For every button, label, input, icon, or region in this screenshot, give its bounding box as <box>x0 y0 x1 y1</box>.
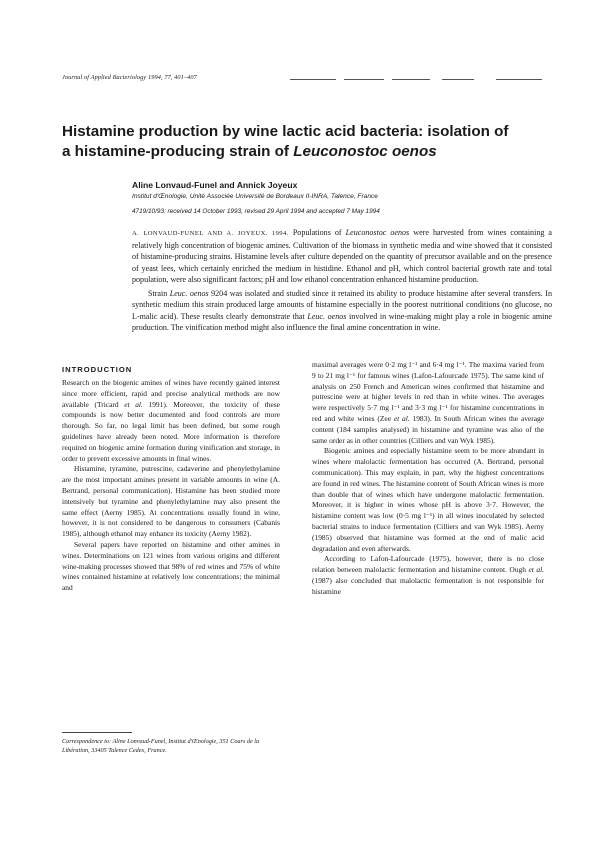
header-rules <box>290 79 542 81</box>
abstract-italic: Leuconostoc oenos <box>345 228 410 237</box>
right-column <box>312 360 544 598</box>
abstract-paragraph-2 <box>132 288 552 334</box>
intro-paragraph <box>62 464 280 540</box>
abstract-paragraph-1 <box>132 227 552 286</box>
title-organism: Leuconostoc oenos <box>293 143 437 160</box>
abstract-text: Populations of <box>292 228 346 237</box>
body-text: Biogenic amines and especially histamine seem to be more abundant in wines where malolactic fermentation has occurred (A. Bertrand, personal communication). This may explain, in part, why the highest concentrations are found in red wines. The histamine content of South African wines is more than double that of wines which have undergone malolactic fermentation. Moreover, it is higher in wines whose pH is above 3·7. However, the histamine content was low (0·5 mg l⁻¹) in all wines inoculated by selected bacterial strains to induce fermentation (Cilliers and van Wyk 1985). Aerny (1985) observed that histamine was formed at the end of malic acid degradation and even afterwards. <box>312 446 544 553</box>
body-text: Several papers have reported on histamine and other amines in wines. Determinations on 121 wines from various origins and different wine-making processes showed that 98% of red wines and 75% of white wines contained histamine at relatively low concentrations; the minimal and <box>62 539 280 593</box>
abstract-text: 9204 was isolated and studied since it retained its ability to produce histamine after several transfers. In synthetic medium this strain produced large amounts of histamine especially in the poorest nutritional conditions (no glucose, no L-malic acid). These results clearly demonstrate that <box>132 288 552 321</box>
body-text: (1987) also concluded that malolactic fermentation is not responsible for histamine <box>312 575 544 596</box>
header-rule <box>496 79 542 80</box>
intro-paragraph <box>312 360 544 446</box>
abstract-italic: Leuc. oenos <box>169 288 209 298</box>
abstract-text: were harvested from wines containing a relatively high concentration of biogenic amines. Cultivation of the biomass in synthetic media and wine showed that it consisted of histamine-producing strains. Histamine levels after culture depended on the quantity of precursor available and on the presence of yeast lees, which certainly enriched the medium in histidine. Ethanol and pH, which control bacterial growth rate and total population, were also significant factors; pH and low ethanol concentration enhanced histamine production. <box>132 228 553 284</box>
header-rule <box>344 79 384 80</box>
abstract-text: Strain <box>148 288 170 298</box>
journal-citation: Journal of Applied Bacteriology 1994, 77, 401–407 <box>62 74 197 81</box>
intro-paragraph <box>62 540 280 594</box>
body-italic: et al. <box>393 413 410 423</box>
body-text: 1991). Moreover, the toxicity of these compounds is now better documented and food controls are more thorough. So far, no legal limit has been defined, but some rough guidelines have already been noted. More information is therefore required on biogenic amine formation during vinification and storage, in order to prevent excessive amounts in final wines. <box>62 399 280 463</box>
title-line-2: a histamine-producing strain of <box>62 143 294 160</box>
correspondence-footnote: Correspondence to: Aline Lonvaud-Funel, Institut d'Œnologie, 351 Cours de la Libération, 33405 Talence Cedex, France. <box>62 738 260 754</box>
abstract-cite-authors: A. LONVAUD-FUNEL AND A. JOYEUX. <box>132 230 268 237</box>
body-text: Histamine, tyramine, putrescine, cadaverine and phenylethylamine are the most important amines present in variable amounts in wine (A. Bertrand, personal communication). Histamine has been studied more intensively but tyramine and phenylethylamine may also present the same effect (Aerny 1985). At concentrations usually found in wine, however, it is not considered to be dangerous to consumers (Cabanis 1985), although ethanol may enhance its toxicity (Aerny 1982). <box>62 464 280 539</box>
paper-title <box>62 122 552 162</box>
intro-paragraph <box>312 554 544 597</box>
abstract-italic: Leuc. oenos <box>307 311 347 321</box>
footnote-rule <box>62 732 132 733</box>
authors: Aline Lonvaud-Funel and Annick Joyeux <box>132 180 298 190</box>
left-column <box>62 378 280 594</box>
introduction-heading: INTRODUCTION <box>62 365 133 374</box>
abstract-text: involved in wine-making might play a role in biogenic amine production. The vinification method might also influence the final amine concentration in wine. <box>132 311 552 332</box>
header-rule <box>290 79 336 80</box>
title-line-1: Histamine production by wine lactic acid bacteria: isolation of <box>62 123 509 140</box>
body-text: 1983). In South African wines the average content (184 samples analysed) in histamine and tyramine was also of the same order as in other countries (Cilliers and van Wyk 1985). <box>312 413 545 445</box>
intro-paragraph <box>62 378 280 464</box>
body-text: maximal averages were 0·2 mg l⁻¹ and 6·4 mg l⁻¹. The maxima varied from 9 to 21 mg l⁻¹ for famous wines (Lafon-Lafourcade 1975). The same kind of analysis on 250 French and American wines confirmed that histamine and putrescine were at higher levels in red than in white wines. The averages were respectively 5·7 mg l⁻¹ and 3·3 mg l⁻¹ for histamine concentrations in red and white wines (Zee <box>312 360 544 423</box>
header-rule <box>442 79 474 80</box>
affiliation: Institut d'Œnologie, Unité Associée Université de Bordeaux II-INRA, Talence, France <box>132 193 378 200</box>
body-italic: et al. <box>528 565 545 575</box>
received-dates: 4719/10/93: received 14 October 1993, revised 29 April 1994 and accepted 7 May 1994 <box>132 208 380 215</box>
body-text: Research on the biogenic amines of wines have recently gained interest since more efficient, rapid and precise analytical methods are now available (Tricard <box>62 378 280 409</box>
body-italic: et al. <box>124 399 143 409</box>
abstract-cite-year: 1994. <box>271 230 289 237</box>
intro-paragraph <box>312 446 544 554</box>
abstract <box>132 227 552 334</box>
body-text: According to Lafon-Lafourcade (1975), however, there is no close relation between malolactic fermentation and histamine content. Ough <box>312 554 544 575</box>
header-rule <box>392 79 430 80</box>
